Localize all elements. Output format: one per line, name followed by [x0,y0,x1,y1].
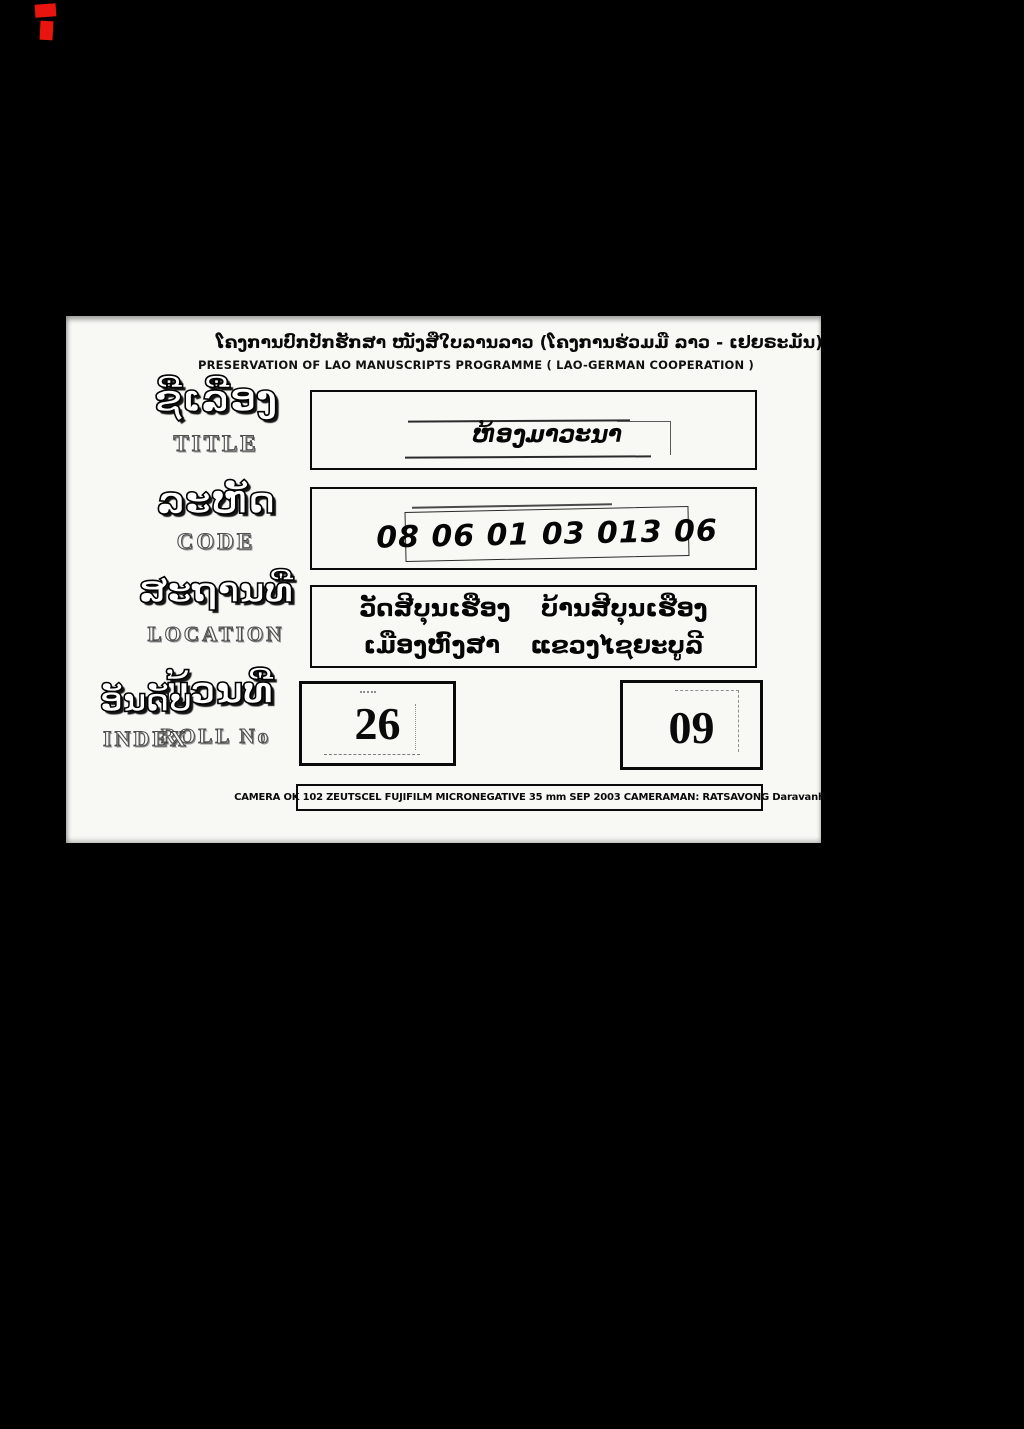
field-label-roll-en: ROLL No [160,724,272,748]
field-label-location-lao: ສະຖານທີ່ [138,571,294,611]
title-value: ຫ້ອງມາວະນາ [472,422,622,448]
film-red-mark [40,21,54,41]
camera-info-bar [234,784,825,811]
roll-box-artifact [360,691,376,693]
camera-info-text: CAMERA OK 102 ZEUTSCEL FUJIFILM MICRONEGATIVE 35 mm SEP 2003 CAMERAMAN: RATSAVONG Daravanh [234,792,825,803]
title-rule-bottom [405,455,651,458]
index-number-box [620,680,763,770]
roll-box-artifact [324,754,420,755]
code-frame [375,506,719,562]
field-label-roll-lao: ມ້ວນທີ່ [158,669,274,712]
field-label-title-en: TITLE [173,431,259,456]
location-line-2: ເມືອງຫົງສາ ແຂວງໄຊຍະບູລີ [363,631,704,659]
field-label-code-lao: ລະຫັດ [156,479,276,522]
field-label-code-en: CODE [176,529,256,554]
location-value-box [310,585,757,668]
field-label-index-lao: ອັນດັບ [99,681,193,719]
roll-number-box [299,681,456,766]
code-value: 08 06 01 03 013 06 [375,512,719,556]
target-card [66,316,825,843]
field-label-index-en: INDEX [103,726,189,751]
roll-number-value: 26 [354,698,401,749]
location-line-1: ວັດສີບຸນເຮືອງ ບ້ານສີບຸນເຮືອງ [359,594,708,622]
title-value-box [310,390,757,470]
code-value-box [310,487,757,570]
field-label-location-en: LOCATION [147,622,285,646]
film-red-mark [35,3,57,17]
index-number-value: 09 [668,702,715,753]
field-label-title-lao: ຊື່ເລື່ອງ [154,377,278,420]
programme-title-lao: ໂຄງການປົກປັກຮັກສາ ໜັງສືໃບລານລາວ (ໂຄງການຮ່ວມມື ລາວ - ເຢຍຣະມັນ) [216,333,823,353]
programme-title-english: PRESERVATION OF LAO MANUSCRIPTS PROGRAMME ( LAO-GERMAN COOPERATION ) [197,358,755,372]
